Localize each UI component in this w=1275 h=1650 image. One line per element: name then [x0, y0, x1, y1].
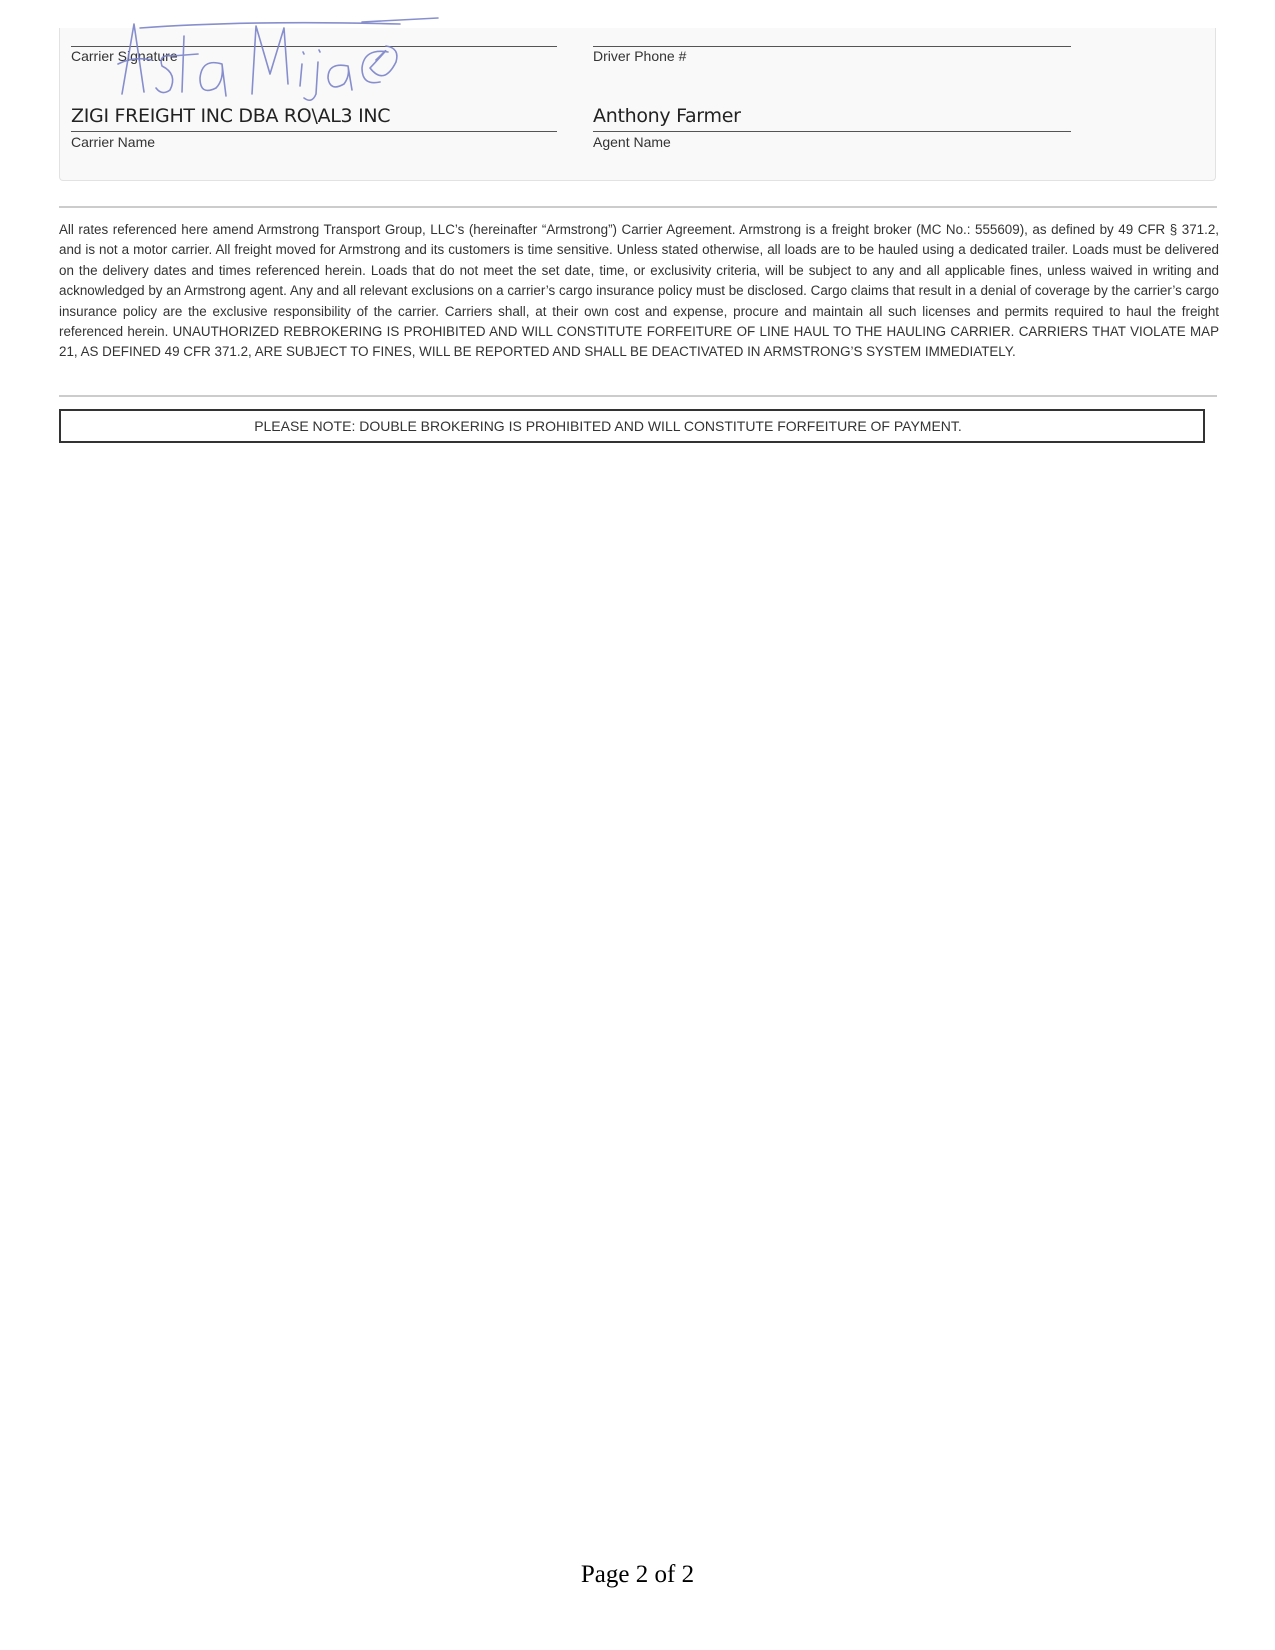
agent-name-value: Anthony Farmer	[593, 105, 741, 127]
bottom-divider	[59, 395, 1217, 397]
notice-text: PLEASE NOTE: DOUBLE BROKERING IS PROHIBITED AND WILL CONSTITUTE FORFEITURE OF PAYMENT.	[254, 418, 962, 434]
top-divider	[59, 206, 1217, 208]
carrier-signature-label: Carrier Signature	[71, 48, 178, 64]
agent-name-label: Agent Name	[593, 134, 671, 150]
driver-phone-line	[593, 46, 1071, 47]
driver-phone-label: Driver Phone #	[593, 48, 687, 64]
page-number: Page 2 of 2	[580, 1561, 695, 1588]
terms-disclaimer: All rates referenced here amend Armstrong Transport Group, LLC’s (hereinafter “Armstrong”) Carrier Agreement. Armstrong is a freight broker (MC No.: 555609), as defined by 49 CFR § 371.2, and is not a motor carrier. All freight moved for Armstrong and its customers is time sensitive. Unless stated otherwise, all loads are to be hauled using a dedicated trailer. Loads must be delivered on the delivery dates and times referenced herein. Loads that do not meet the set date, time, or exclusivity criteria, will be subject to any and all applicable fines, unless waived in writing and acknowledged by an Armstrong agent. Any and all relevant exclusions on a carrier’s cargo insurance policy must be disclosed. Cargo claims that result in a denial of coverage by the carrier’s cargo insurance policy are the exclusive responsibility of the carrier. Carriers shall, at their own cost and expense, procure and maintain all such licenses and permits required to haul the freight referenced herein. UNAUTHORIZED REBROKERING IS PROHIBITED AND WILL CONSTITUTE FORFEITURE OF LINE HAUL TO THE HAULING CARRIER. CARRIERS THAT VIOLATE MAP 21, AS DEFINED 49 CFR 371.2, ARE SUBJECT TO FINES, WILL BE REPORTED AND SHALL BE DEACTIVATED IN ARMSTRONG’S SYSTEM IMMEDIATELY.	[59, 222, 1219, 360]
double-brokering-notice	[59, 409, 1205, 443]
carrier-name-value: ZIGI FREIGHT INC DBA RO\AL3 INC	[71, 105, 391, 127]
handwritten-signature	[100, 12, 440, 104]
agent-name-line	[593, 131, 1071, 132]
carrier-name-line	[71, 131, 557, 132]
carrier-name-label: Carrier Name	[71, 134, 156, 150]
